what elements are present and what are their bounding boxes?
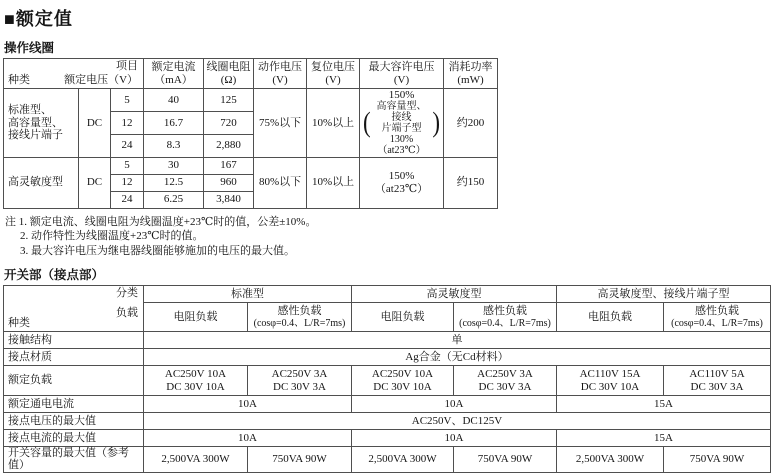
polarity-cell: DC <box>79 89 111 158</box>
max-capacity-cell: 750VA 90W <box>454 447 557 473</box>
subheader-inductive: 感性负载 (cosφ=0.4、L/R=7ms) <box>664 303 771 332</box>
right-paren: ) <box>432 106 441 139</box>
type-cell-standard: 标准型、 高容量型、 接线片端子 <box>4 89 79 158</box>
row-label-max-switching-capacity: 开关容量的最大值（参考值） <box>4 447 144 473</box>
row-label-max-contact-voltage: 接点电压的最大值 <box>4 413 144 430</box>
corner-class-label: 分类 <box>116 287 138 300</box>
left-paren: ( <box>363 106 371 139</box>
table-row <box>4 413 771 430</box>
resistance-cell: 167 <box>204 157 254 174</box>
resistance-cell: 960 <box>204 174 254 191</box>
rated-load-cell: AC250V 3A DC 30V 3A <box>454 366 557 396</box>
subheader-inductive: 感性负载 (cosφ=0.4、L/R=7ms) <box>454 303 557 332</box>
max-voltage-cell: 150% （at23℃） <box>360 157 444 208</box>
type-cell-sensitive: 高灵敏度型 <box>4 157 79 208</box>
table-row <box>4 332 771 349</box>
coil-table <box>3 58 498 209</box>
table-row <box>4 396 771 413</box>
table-row <box>4 430 771 447</box>
switch-section-title: 开关部（接点部） <box>4 268 105 283</box>
note-line: 2. 动作特性为线圈温度+23℃时的值。 <box>20 230 204 243</box>
subheader-inductive: 感性负载 (cosφ=0.4、L/R=7ms) <box>248 303 352 332</box>
release-voltage-cell: 10%以上 <box>307 89 360 158</box>
row-label-max-contact-current: 接点电流的最大值 <box>4 430 144 447</box>
col-header-operate-voltage: 动作电压 (V) <box>254 59 307 89</box>
col-header-power: 消耗功率 (mW) <box>444 59 498 89</box>
max-contact-current-cell: 10A <box>144 430 352 447</box>
polarity-cell: DC <box>79 157 111 208</box>
max-voltage-cell: 150% ( 高容量型、接线 片端子型130% ) （at23℃） <box>360 89 444 158</box>
col-header-release-voltage: 复位电压 (V) <box>307 59 360 89</box>
coil-row <box>4 157 498 174</box>
col-header-rated-current: 额定电流 （mA） <box>144 59 204 89</box>
max-capacity-cell: 2,500VA 300W <box>144 447 248 473</box>
power-cell: 约150 <box>444 157 498 208</box>
current-cell: 16.7 <box>144 111 204 134</box>
current-cell: 8.3 <box>144 134 204 157</box>
voltage-cell: 12 <box>111 111 144 134</box>
voltage-cell: 5 <box>111 89 144 112</box>
subheader-resistive: 电阻负载 <box>557 303 664 332</box>
operate-voltage-cell: 75%以下 <box>254 89 307 158</box>
corner-load-label: 负载 <box>116 307 138 320</box>
operate-voltage-cell: 80%以下 <box>254 157 307 208</box>
group-header-standard: 标准型 <box>144 286 352 303</box>
resistance-cell: 125 <box>204 89 254 112</box>
switch-corner-header <box>4 286 144 332</box>
contact-structure-value: 单 <box>144 332 771 349</box>
resistance-cell: 3,840 <box>204 191 254 208</box>
max-capacity-cell: 750VA 90W <box>248 447 352 473</box>
voltage-cell: 5 <box>111 157 144 174</box>
carry-current-cell: 15A <box>557 396 771 413</box>
rated-load-cell: AC110V 15A DC 30V 10A <box>557 366 664 396</box>
corner-voltage-label: 额定电压（V） <box>64 73 139 86</box>
resistance-cell: 720 <box>204 111 254 134</box>
rated-load-cell: AC110V 5A DC 30V 3A <box>664 366 771 396</box>
corner-type-label: 种类 <box>8 316 30 329</box>
voltage-cell: 24 <box>111 191 144 208</box>
row-label-contact-material: 接点材质 <box>4 349 144 366</box>
group-header-sensitive: 高灵敏度型 <box>352 286 557 303</box>
current-cell: 30 <box>144 157 204 174</box>
table-row <box>4 349 771 366</box>
group-header-sensitive-tab: 高灵敏度型、接线片端子型 <box>557 286 771 303</box>
resistance-cell: 2,880 <box>204 134 254 157</box>
col-header-coil-resistance: 线圈电阻 (Ω) <box>204 59 254 89</box>
rated-load-cell: AC250V 10A DC 30V 10A <box>352 366 454 396</box>
page-title: ■额定值 <box>4 9 73 29</box>
rated-load-cell: AC250V 3A DC 30V 3A <box>248 366 352 396</box>
voltage-cell: 24 <box>111 134 144 157</box>
row-label-contact-structure: 接触结构 <box>4 332 144 349</box>
col-header-max-voltage: 最大容许电压 (V) <box>360 59 444 89</box>
subheader-resistive: 电阻负载 <box>352 303 454 332</box>
voltage-cell: 12 <box>111 174 144 191</box>
max-contact-current-cell: 10A <box>352 430 557 447</box>
carry-current-cell: 10A <box>144 396 352 413</box>
corner-item-label: 项目 <box>116 60 139 72</box>
current-cell: 12.5 <box>144 174 204 191</box>
max-contact-current-cell: 15A <box>557 430 771 447</box>
coil-section-title: 操作线圈 <box>4 41 55 55</box>
row-label-rated-load: 额定负载 <box>4 366 144 396</box>
table-row <box>4 447 771 473</box>
max-contact-voltage-value: AC250V、DC125V <box>144 413 771 430</box>
max-capacity-cell: 2,500VA 300W <box>352 447 454 473</box>
row-label-carry-current: 额定通电电流 <box>4 396 144 413</box>
rated-load-cell: AC250V 10A DC 30V 10A <box>144 366 248 396</box>
switch-table <box>3 285 771 473</box>
contact-material-value: Ag合金（无Cd材料） <box>144 349 771 366</box>
note-line: 3. 最大容许电压为继电器线圈能够施加的电压的最大值。 <box>20 244 295 257</box>
coil-corner-header <box>4 59 144 89</box>
table-row <box>4 366 771 396</box>
power-cell: 约200 <box>444 89 498 158</box>
note-line: 注 1. 额定电流、线圈电阻为线圈温度+23℃时的值，公差±10%。 <box>5 215 317 228</box>
coil-row <box>4 89 498 112</box>
release-voltage-cell: 10%以上 <box>307 157 360 208</box>
subheader-resistive: 电阻负载 <box>144 303 248 332</box>
corner-type-label: 种类 <box>8 73 30 86</box>
current-cell: 6.25 <box>144 191 204 208</box>
max-capacity-cell: 2,500VA 300W <box>557 447 664 473</box>
carry-current-cell: 10A <box>352 396 557 413</box>
current-cell: 40 <box>144 89 204 112</box>
coil-notes <box>5 215 770 259</box>
max-capacity-cell: 750VA 90W <box>664 447 771 473</box>
